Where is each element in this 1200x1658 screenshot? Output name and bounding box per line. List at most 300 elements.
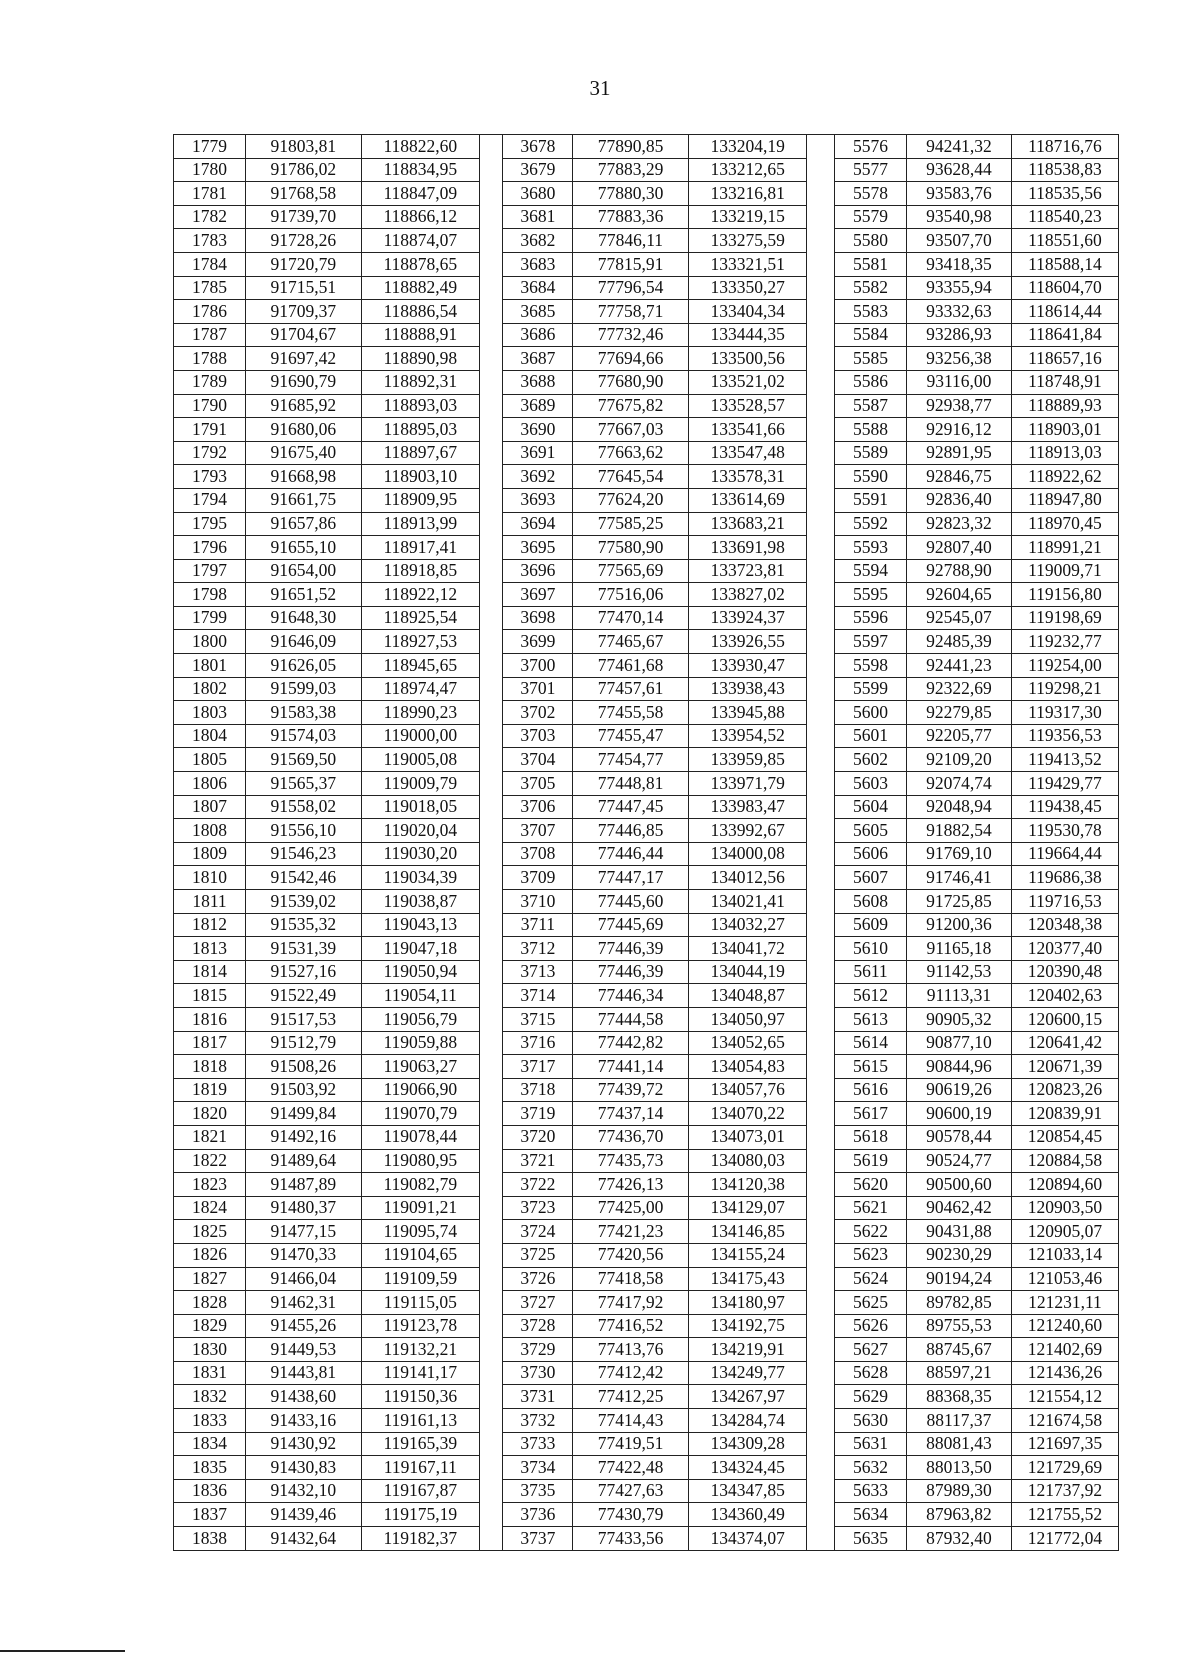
column-spacer — [480, 1243, 503, 1267]
y-coordinate-b-cell: 133444,35 — [688, 323, 807, 347]
column-spacer — [480, 1503, 503, 1527]
y-coordinate-b-cell: 134032,27 — [688, 913, 807, 937]
y-coordinate-a-cell: 119009,79 — [361, 772, 480, 796]
x-coordinate-a-cell: 91651,52 — [246, 583, 361, 607]
y-coordinate-c-cell: 120854,45 — [1011, 1125, 1118, 1149]
y-coordinate-b-cell: 134012,56 — [688, 866, 807, 890]
y-coordinate-c-cell: 118748,91 — [1011, 370, 1118, 394]
x-coordinate-b-cell: 77448,81 — [573, 772, 688, 796]
point-number-b-cell: 3727 — [503, 1291, 573, 1315]
y-coordinate-c-cell: 118614,44 — [1011, 300, 1118, 324]
y-coordinate-a-cell: 119066,90 — [361, 1078, 480, 1102]
table-row — [174, 276, 1119, 300]
x-coordinate-a-cell: 91675,40 — [246, 441, 361, 465]
x-coordinate-c-cell: 92048,94 — [907, 795, 1012, 819]
y-coordinate-b-cell: 133321,51 — [688, 252, 807, 276]
x-coordinate-c-cell: 94241,32 — [907, 135, 1012, 159]
x-coordinate-c-cell: 90844,96 — [907, 1055, 1012, 1079]
y-coordinate-b-cell: 133827,02 — [688, 583, 807, 607]
table-row — [174, 1267, 1119, 1291]
x-coordinate-c-cell: 92891,95 — [907, 441, 1012, 465]
column-spacer — [807, 1078, 835, 1102]
x-coordinate-a-cell: 91668,98 — [246, 465, 361, 489]
table-row — [174, 300, 1119, 324]
y-coordinate-a-cell: 119018,05 — [361, 795, 480, 819]
table-row — [174, 205, 1119, 229]
y-coordinate-b-cell: 133578,31 — [688, 465, 807, 489]
y-coordinate-c-cell: 118641,84 — [1011, 323, 1118, 347]
point-number-a-cell: 1802 — [174, 677, 246, 701]
point-number-c-cell: 5632 — [834, 1456, 906, 1480]
y-coordinate-a-cell: 119141,17 — [361, 1361, 480, 1385]
x-coordinate-b-cell: 77890,85 — [573, 135, 688, 159]
column-spacer — [807, 1314, 835, 1338]
x-coordinate-a-cell: 91556,10 — [246, 819, 361, 843]
point-number-c-cell: 5628 — [834, 1361, 906, 1385]
point-number-b-cell: 3693 — [503, 488, 573, 512]
column-spacer — [480, 205, 503, 229]
column-spacer — [480, 583, 503, 607]
point-number-b-cell: 3696 — [503, 559, 573, 583]
point-number-a-cell: 1814 — [174, 960, 246, 984]
y-coordinate-b-cell: 134360,49 — [688, 1503, 807, 1527]
x-coordinate-c-cell: 88117,37 — [907, 1409, 1012, 1433]
point-number-a-cell: 1831 — [174, 1361, 246, 1385]
x-coordinate-c-cell: 93540,98 — [907, 205, 1012, 229]
column-spacer — [480, 1149, 503, 1173]
y-coordinate-c-cell: 121231,11 — [1011, 1291, 1118, 1315]
column-spacer — [807, 795, 835, 819]
y-coordinate-b-cell: 133938,43 — [688, 677, 807, 701]
point-number-b-cell: 3686 — [503, 323, 573, 347]
x-coordinate-c-cell: 92322,69 — [907, 677, 1012, 701]
column-spacer — [807, 1173, 835, 1197]
x-coordinate-b-cell: 77425,00 — [573, 1196, 688, 1220]
column-spacer — [807, 1196, 835, 1220]
column-spacer — [480, 960, 503, 984]
point-number-c-cell: 5582 — [834, 276, 906, 300]
point-number-c-cell: 5591 — [834, 488, 906, 512]
point-number-b-cell: 3721 — [503, 1149, 573, 1173]
y-coordinate-a-cell: 119030,20 — [361, 842, 480, 866]
column-spacer — [480, 370, 503, 394]
x-coordinate-c-cell: 93355,94 — [907, 276, 1012, 300]
y-coordinate-a-cell: 119038,87 — [361, 890, 480, 914]
point-number-b-cell: 3712 — [503, 937, 573, 961]
x-coordinate-c-cell: 88368,35 — [907, 1385, 1012, 1409]
x-coordinate-b-cell: 77883,36 — [573, 205, 688, 229]
point-number-c-cell: 5624 — [834, 1267, 906, 1291]
x-coordinate-c-cell: 93116,00 — [907, 370, 1012, 394]
table-row — [174, 606, 1119, 630]
point-number-a-cell: 1792 — [174, 441, 246, 465]
point-number-b-cell: 3685 — [503, 300, 573, 324]
x-coordinate-b-cell: 77461,68 — [573, 654, 688, 678]
x-coordinate-b-cell: 77680,90 — [573, 370, 688, 394]
y-coordinate-c-cell: 120671,39 — [1011, 1055, 1118, 1079]
x-coordinate-a-cell: 91680,06 — [246, 418, 361, 442]
point-number-c-cell: 5634 — [834, 1503, 906, 1527]
x-coordinate-a-cell: 91477,15 — [246, 1220, 361, 1244]
x-coordinate-a-cell: 91655,10 — [246, 536, 361, 560]
y-coordinate-a-cell: 119043,13 — [361, 913, 480, 937]
x-coordinate-c-cell: 90905,32 — [907, 1007, 1012, 1031]
point-number-a-cell: 1826 — [174, 1243, 246, 1267]
x-coordinate-b-cell: 77585,25 — [573, 512, 688, 536]
point-number-c-cell: 5617 — [834, 1102, 906, 1126]
column-spacer — [807, 182, 835, 206]
y-coordinate-b-cell: 133924,37 — [688, 606, 807, 630]
x-coordinate-c-cell: 90194,24 — [907, 1267, 1012, 1291]
x-coordinate-a-cell: 91768,58 — [246, 182, 361, 206]
y-coordinate-b-cell: 134347,85 — [688, 1479, 807, 1503]
point-number-a-cell: 1791 — [174, 418, 246, 442]
column-spacer — [480, 1314, 503, 1338]
y-coordinate-b-cell: 134054,83 — [688, 1055, 807, 1079]
column-spacer — [480, 229, 503, 253]
y-coordinate-b-cell: 133691,98 — [688, 536, 807, 560]
point-number-a-cell: 1795 — [174, 512, 246, 536]
point-number-a-cell: 1805 — [174, 748, 246, 772]
y-coordinate-a-cell: 118925,54 — [361, 606, 480, 630]
point-number-b-cell: 3737 — [503, 1527, 573, 1551]
table-row — [174, 418, 1119, 442]
y-coordinate-c-cell: 119716,53 — [1011, 890, 1118, 914]
y-coordinate-a-cell: 119059,88 — [361, 1031, 480, 1055]
x-coordinate-a-cell: 91432,64 — [246, 1527, 361, 1551]
point-number-a-cell: 1806 — [174, 772, 246, 796]
table-row — [174, 182, 1119, 206]
point-number-c-cell: 5610 — [834, 937, 906, 961]
x-coordinate-c-cell: 89755,53 — [907, 1314, 1012, 1338]
column-spacer — [480, 866, 503, 890]
page-number: 31 — [589, 76, 611, 100]
point-number-b-cell: 3679 — [503, 158, 573, 182]
y-coordinate-b-cell: 133959,85 — [688, 748, 807, 772]
point-number-c-cell: 5623 — [834, 1243, 906, 1267]
point-number-a-cell: 1810 — [174, 866, 246, 890]
point-number-a-cell: 1818 — [174, 1055, 246, 1079]
table-row — [174, 158, 1119, 182]
x-coordinate-b-cell: 77426,13 — [573, 1173, 688, 1197]
point-number-a-cell: 1786 — [174, 300, 246, 324]
point-number-c-cell: 5593 — [834, 536, 906, 560]
x-coordinate-c-cell: 88013,50 — [907, 1456, 1012, 1480]
column-spacer — [807, 465, 835, 489]
y-coordinate-b-cell: 133521,02 — [688, 370, 807, 394]
y-coordinate-a-cell: 119020,04 — [361, 819, 480, 843]
x-coordinate-b-cell: 77446,39 — [573, 937, 688, 961]
point-number-a-cell: 1834 — [174, 1432, 246, 1456]
table-row — [174, 1385, 1119, 1409]
y-coordinate-a-cell: 118874,07 — [361, 229, 480, 253]
y-coordinate-b-cell: 133528,57 — [688, 394, 807, 418]
point-number-b-cell: 3718 — [503, 1078, 573, 1102]
column-spacer — [807, 937, 835, 961]
point-number-a-cell: 1789 — [174, 370, 246, 394]
column-spacer — [807, 724, 835, 748]
column-spacer — [480, 1361, 503, 1385]
column-spacer — [480, 1409, 503, 1433]
y-coordinate-b-cell: 133216,81 — [688, 182, 807, 206]
table-row — [174, 1432, 1119, 1456]
table-row — [174, 347, 1119, 371]
x-coordinate-a-cell: 91697,42 — [246, 347, 361, 371]
y-coordinate-b-cell: 133945,88 — [688, 701, 807, 725]
point-number-b-cell: 3728 — [503, 1314, 573, 1338]
column-spacer — [807, 866, 835, 890]
y-coordinate-a-cell: 119182,37 — [361, 1527, 480, 1551]
column-spacer — [480, 701, 503, 725]
point-number-a-cell: 1829 — [174, 1314, 246, 1338]
x-coordinate-a-cell: 91803,81 — [246, 135, 361, 159]
y-coordinate-b-cell: 134048,87 — [688, 984, 807, 1008]
y-coordinate-c-cell: 118913,03 — [1011, 441, 1118, 465]
y-coordinate-a-cell: 118847,09 — [361, 182, 480, 206]
point-number-b-cell: 3702 — [503, 701, 573, 725]
table-row — [174, 1503, 1119, 1527]
point-number-b-cell: 3734 — [503, 1456, 573, 1480]
x-coordinate-c-cell: 93418,35 — [907, 252, 1012, 276]
x-coordinate-c-cell: 93332,63 — [907, 300, 1012, 324]
column-spacer — [807, 654, 835, 678]
x-coordinate-c-cell: 90462,42 — [907, 1196, 1012, 1220]
y-coordinate-c-cell: 121737,92 — [1011, 1479, 1118, 1503]
column-spacer — [807, 630, 835, 654]
x-coordinate-c-cell: 92788,90 — [907, 559, 1012, 583]
y-coordinate-b-cell: 133971,79 — [688, 772, 807, 796]
column-spacer — [807, 1456, 835, 1480]
x-coordinate-c-cell: 93256,38 — [907, 347, 1012, 371]
y-coordinate-a-cell: 119109,59 — [361, 1267, 480, 1291]
column-spacer — [480, 536, 503, 560]
y-coordinate-b-cell: 134120,38 — [688, 1173, 807, 1197]
point-number-b-cell: 3683 — [503, 252, 573, 276]
y-coordinate-a-cell: 119056,79 — [361, 1007, 480, 1031]
x-coordinate-b-cell: 77447,17 — [573, 866, 688, 890]
column-spacer — [480, 1031, 503, 1055]
column-spacer — [480, 300, 503, 324]
point-number-b-cell: 3697 — [503, 583, 573, 607]
point-number-b-cell: 3710 — [503, 890, 573, 914]
column-spacer — [807, 1125, 835, 1149]
point-number-a-cell: 1804 — [174, 724, 246, 748]
x-coordinate-c-cell: 91142,53 — [907, 960, 1012, 984]
column-spacer — [807, 300, 835, 324]
x-coordinate-a-cell: 91661,75 — [246, 488, 361, 512]
point-number-b-cell: 3680 — [503, 182, 573, 206]
x-coordinate-a-cell: 91558,02 — [246, 795, 361, 819]
column-spacer — [807, 1220, 835, 1244]
point-number-c-cell: 5585 — [834, 347, 906, 371]
x-coordinate-c-cell: 90524,77 — [907, 1149, 1012, 1173]
x-coordinate-a-cell: 91492,16 — [246, 1125, 361, 1149]
x-coordinate-b-cell: 77446,39 — [573, 960, 688, 984]
column-spacer — [807, 1149, 835, 1173]
x-coordinate-a-cell: 91720,79 — [246, 252, 361, 276]
x-coordinate-c-cell: 90600,19 — [907, 1102, 1012, 1126]
column-spacer — [480, 1173, 503, 1197]
column-spacer — [807, 1102, 835, 1126]
column-spacer — [807, 536, 835, 560]
point-number-a-cell: 1797 — [174, 559, 246, 583]
point-number-a-cell: 1800 — [174, 630, 246, 654]
y-coordinate-a-cell: 118974,47 — [361, 677, 480, 701]
y-coordinate-c-cell: 118889,93 — [1011, 394, 1118, 418]
y-coordinate-b-cell: 134284,74 — [688, 1409, 807, 1433]
table-row — [174, 229, 1119, 253]
point-number-a-cell: 1825 — [174, 1220, 246, 1244]
y-coordinate-a-cell: 118895,03 — [361, 418, 480, 442]
table-row — [174, 323, 1119, 347]
x-coordinate-a-cell: 91646,09 — [246, 630, 361, 654]
y-coordinate-a-cell: 119132,21 — [361, 1338, 480, 1362]
point-number-c-cell: 5611 — [834, 960, 906, 984]
x-coordinate-b-cell: 77883,29 — [573, 158, 688, 182]
table-row — [174, 677, 1119, 701]
x-coordinate-c-cell: 93286,93 — [907, 323, 1012, 347]
y-coordinate-c-cell: 118922,62 — [1011, 465, 1118, 489]
x-coordinate-b-cell: 77446,85 — [573, 819, 688, 843]
y-coordinate-c-cell: 119530,78 — [1011, 819, 1118, 843]
point-number-c-cell: 5594 — [834, 559, 906, 583]
point-number-c-cell: 5586 — [834, 370, 906, 394]
point-number-b-cell: 3713 — [503, 960, 573, 984]
x-coordinate-b-cell: 77447,45 — [573, 795, 688, 819]
table-row — [174, 630, 1119, 654]
table-row — [174, 1314, 1119, 1338]
point-number-b-cell: 3730 — [503, 1361, 573, 1385]
x-coordinate-a-cell: 91539,02 — [246, 890, 361, 914]
point-number-c-cell: 5587 — [834, 394, 906, 418]
x-coordinate-c-cell: 92109,20 — [907, 748, 1012, 772]
point-number-a-cell: 1779 — [174, 135, 246, 159]
column-spacer — [480, 465, 503, 489]
x-coordinate-b-cell: 77454,77 — [573, 748, 688, 772]
column-spacer — [807, 984, 835, 1008]
x-coordinate-b-cell: 77444,58 — [573, 1007, 688, 1031]
point-number-a-cell: 1781 — [174, 182, 246, 206]
point-number-b-cell: 3719 — [503, 1102, 573, 1126]
point-number-a-cell: 1793 — [174, 465, 246, 489]
x-coordinate-a-cell: 91462,31 — [246, 1291, 361, 1315]
table-row — [174, 748, 1119, 772]
x-coordinate-b-cell: 77675,82 — [573, 394, 688, 418]
y-coordinate-c-cell: 120823,26 — [1011, 1078, 1118, 1102]
column-spacer — [807, 842, 835, 866]
column-spacer — [807, 1007, 835, 1031]
point-number-a-cell: 1787 — [174, 323, 246, 347]
y-coordinate-c-cell: 119356,53 — [1011, 724, 1118, 748]
point-number-a-cell: 1798 — [174, 583, 246, 607]
y-coordinate-a-cell: 119095,74 — [361, 1220, 480, 1244]
point-number-a-cell: 1794 — [174, 488, 246, 512]
point-number-c-cell: 5602 — [834, 748, 906, 772]
coordinate-table-body — [174, 135, 1119, 1551]
y-coordinate-a-cell: 118917,41 — [361, 536, 480, 560]
y-coordinate-a-cell: 118888,91 — [361, 323, 480, 347]
x-coordinate-c-cell: 93583,76 — [907, 182, 1012, 206]
y-coordinate-b-cell: 133404,34 — [688, 300, 807, 324]
point-number-a-cell: 1820 — [174, 1102, 246, 1126]
table-row — [174, 701, 1119, 725]
table-row — [174, 842, 1119, 866]
x-coordinate-a-cell: 91583,38 — [246, 701, 361, 725]
point-number-a-cell: 1808 — [174, 819, 246, 843]
x-coordinate-a-cell: 91512,79 — [246, 1031, 361, 1055]
y-coordinate-c-cell: 119156,80 — [1011, 583, 1118, 607]
y-coordinate-a-cell: 118893,03 — [361, 394, 480, 418]
x-coordinate-a-cell: 91715,51 — [246, 276, 361, 300]
column-spacer — [480, 724, 503, 748]
column-spacer — [480, 441, 503, 465]
y-coordinate-a-cell: 119104,65 — [361, 1243, 480, 1267]
table-row — [174, 252, 1119, 276]
point-number-a-cell: 1838 — [174, 1527, 246, 1551]
point-number-a-cell: 1799 — [174, 606, 246, 630]
column-spacer — [807, 1243, 835, 1267]
table-row — [174, 913, 1119, 937]
x-coordinate-a-cell: 91517,53 — [246, 1007, 361, 1031]
x-coordinate-c-cell: 90877,10 — [907, 1031, 1012, 1055]
x-coordinate-a-cell: 91704,67 — [246, 323, 361, 347]
y-coordinate-b-cell: 133683,21 — [688, 512, 807, 536]
x-coordinate-c-cell: 90619,26 — [907, 1078, 1012, 1102]
column-spacer — [480, 1078, 503, 1102]
y-coordinate-c-cell: 118903,01 — [1011, 418, 1118, 442]
x-coordinate-b-cell: 77846,11 — [573, 229, 688, 253]
y-coordinate-b-cell: 134021,41 — [688, 890, 807, 914]
point-number-b-cell: 3711 — [503, 913, 573, 937]
x-coordinate-b-cell: 77413,76 — [573, 1338, 688, 1362]
column-spacer — [807, 1338, 835, 1362]
x-coordinate-a-cell: 91565,37 — [246, 772, 361, 796]
x-coordinate-b-cell: 77412,42 — [573, 1361, 688, 1385]
point-number-c-cell: 5576 — [834, 135, 906, 159]
y-coordinate-c-cell: 120884,58 — [1011, 1149, 1118, 1173]
column-spacer — [480, 135, 503, 159]
x-coordinate-a-cell: 91433,16 — [246, 1409, 361, 1433]
y-coordinate-b-cell: 133930,47 — [688, 654, 807, 678]
x-coordinate-a-cell: 91739,70 — [246, 205, 361, 229]
y-coordinate-a-cell: 119005,08 — [361, 748, 480, 772]
y-coordinate-c-cell: 121755,52 — [1011, 1503, 1118, 1527]
point-number-a-cell: 1833 — [174, 1409, 246, 1433]
point-number-b-cell: 3694 — [503, 512, 573, 536]
x-coordinate-a-cell: 91438,60 — [246, 1385, 361, 1409]
point-number-a-cell: 1813 — [174, 937, 246, 961]
y-coordinate-c-cell: 120348,38 — [1011, 913, 1118, 937]
point-number-c-cell: 5620 — [834, 1173, 906, 1197]
y-coordinate-a-cell: 118913,99 — [361, 512, 480, 536]
point-number-a-cell: 1782 — [174, 205, 246, 229]
point-number-b-cell: 3695 — [503, 536, 573, 560]
table-row — [174, 984, 1119, 1008]
y-coordinate-a-cell: 118903,10 — [361, 465, 480, 489]
x-coordinate-b-cell: 77694,66 — [573, 347, 688, 371]
x-coordinate-b-cell: 77645,54 — [573, 465, 688, 489]
point-number-c-cell: 5608 — [834, 890, 906, 914]
point-number-b-cell: 3698 — [503, 606, 573, 630]
y-coordinate-a-cell: 118834,95 — [361, 158, 480, 182]
column-spacer — [807, 347, 835, 371]
y-coordinate-c-cell: 118991,21 — [1011, 536, 1118, 560]
column-spacer — [480, 1338, 503, 1362]
point-number-a-cell: 1835 — [174, 1456, 246, 1480]
x-coordinate-a-cell: 91439,46 — [246, 1503, 361, 1527]
y-coordinate-c-cell: 120839,91 — [1011, 1102, 1118, 1126]
y-coordinate-b-cell: 134249,77 — [688, 1361, 807, 1385]
